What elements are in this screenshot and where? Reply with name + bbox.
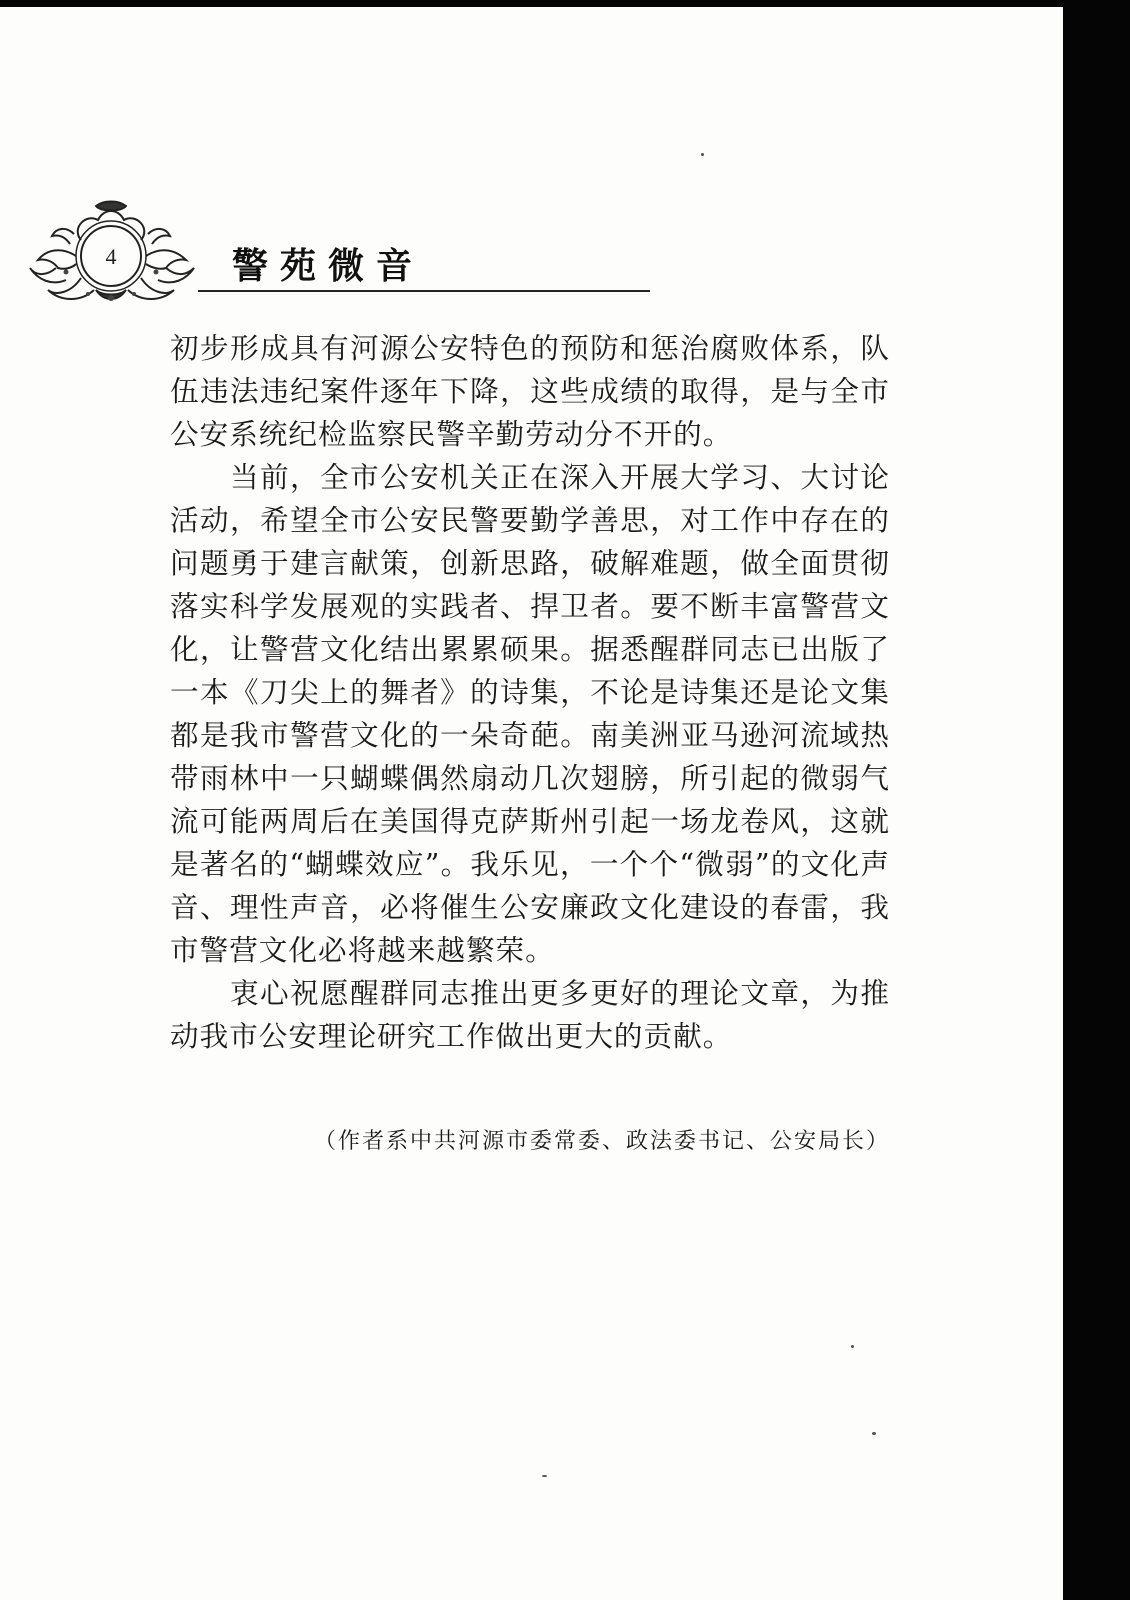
scan-speck (542, 1475, 547, 1477)
paragraph: 衷心祝愿醒群同志推出更多更好的理论文章，为推动我市公安理论研究工作做出更大的贡献。 (170, 976, 890, 1053)
scan-speck (701, 153, 704, 156)
author-attribution: （作者系中共河源市委常委、政法委书记、公安局长） (313, 1129, 890, 1154)
paragraph: 当前，全市公安机关正在深入开展大学习、大讨论活动，希望全市公安民警要勤学善思，对工作中存在的问题勇于建言献策，创新思路，破解难题，做全面贯彻落实科学发展观的实践者、捍卫者。要不断丰富警营文化，让警营文化结出累累硕果。据悉醒群同志已出版了一本《刀尖上的舞者》的诗集，不论是诗集还是论文集都是我市警营文化的一朵奇葩。南美洲亚马逊河流域热带雨林中一只蝴蝶偶然扇动几次翅膀，所引起的微弱气流可能两周后在美国得克萨斯州引起一场龙卷风，这就是著名的“蝴蝶效应”。我乐见，一个个“微弱”的文化声音、理性声音，必将催生公安廉政文化建设的春雷，我市警营文化必将越来越繁荣。 (170, 460, 890, 967)
body-text (170, 327, 890, 1058)
scan-speck (851, 1345, 854, 1348)
running-header-title: 警苑微音 (232, 246, 425, 287)
header-rule (198, 290, 650, 292)
page-number: 4 (105, 244, 117, 269)
scan-speck (872, 1432, 876, 1435)
paragraph: 初步形成具有河源公安特色的预防和惩治腐败体系，队伍违法违纪案件逐年下降，这些成绩的取得，是与全市公安系统纪检监察民警辛勤劳动分不开的。 (170, 331, 890, 451)
scan-edge-top (0, 0, 1130, 7)
scan-edge-right (1063, 0, 1130, 1600)
